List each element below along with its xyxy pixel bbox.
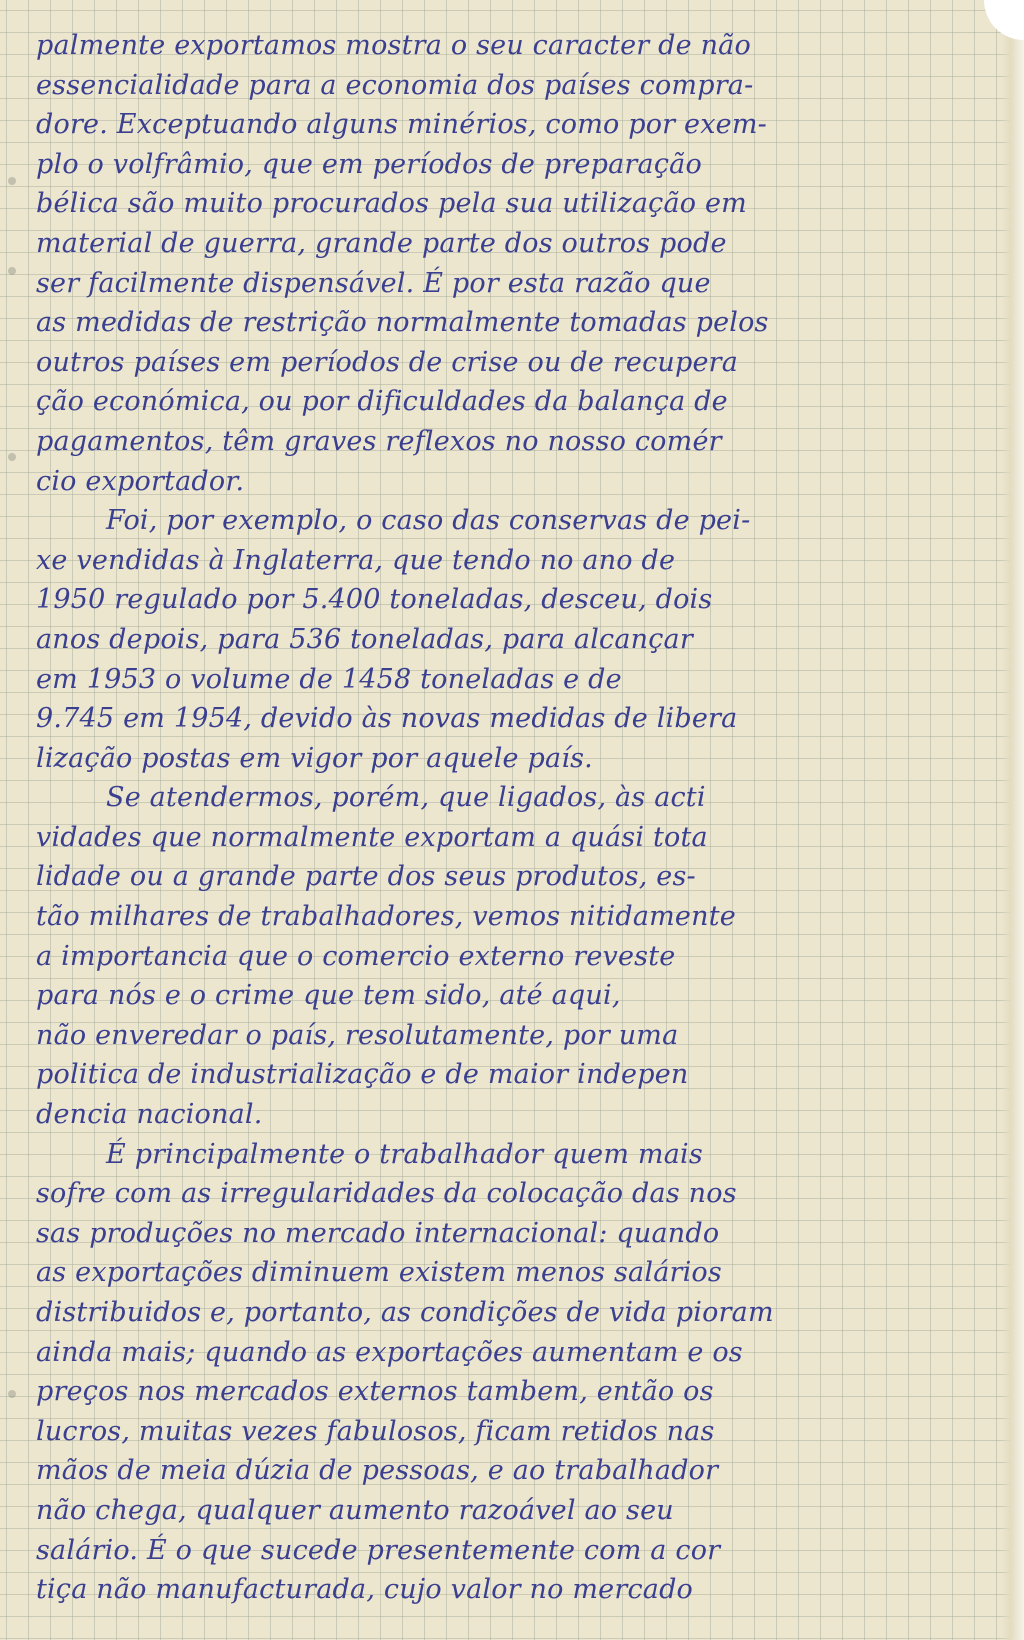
text-line: material de guerra, grande parte dos outros pode bbox=[36, 227, 727, 259]
text-line: Foi, por exemplo, o caso das conservas de pei- bbox=[106, 505, 751, 537]
text-line: bélica são muito procurados pela sua utilização em bbox=[36, 188, 747, 220]
text-line: Se atendermos, porém, que ligados, às acti bbox=[106, 782, 706, 814]
text-line: tão milhares de trabalhadores, vemos nitidamente bbox=[36, 901, 736, 933]
text-line: essencialidade para a economia dos países compra- bbox=[36, 69, 754, 101]
text-line: lização postas em vigor por aquele país. bbox=[36, 742, 593, 774]
handwritten-text bbox=[36, 26, 996, 1610]
text-line: a importancia que o comercio externo reveste bbox=[36, 940, 676, 972]
text-line: cio exportador. bbox=[36, 465, 245, 497]
text-line: pagamentos, têm graves reflexos no nosso comér bbox=[36, 425, 722, 457]
text-line: em 1953 o volume de 1458 toneladas e de bbox=[36, 663, 622, 695]
text-line: sas produções no mercado internacional: quando bbox=[36, 1217, 720, 1249]
text-line: sofre com as irregularidades da colocação das nos bbox=[36, 1178, 737, 1210]
margin-dot bbox=[8, 267, 16, 275]
text-line: distribuidos e, portanto, as condições de vida pioram bbox=[36, 1297, 774, 1328]
text-line: lucros, muitas vezes fabulosos, ficam retidos nas bbox=[36, 1415, 715, 1447]
text-line: politica de industrialização e de maior indepen bbox=[36, 1059, 689, 1091]
page-edge bbox=[1002, 0, 1024, 1640]
text-line: plo o volfrâmio, que em períodos de preparação bbox=[36, 148, 702, 180]
text-line: ser facilmente dispensável. É por esta razão que bbox=[36, 267, 711, 299]
text-line: palmente exportamos mostra o seu caracter de não bbox=[36, 30, 751, 61]
text-line: outros países em períodos de crise ou de recupera bbox=[36, 346, 739, 378]
text-line: anos depois, para 536 toneladas, para alcançar bbox=[36, 623, 693, 655]
text-line: não enveredar o país, resolutamente, por uma bbox=[36, 1019, 679, 1051]
text-line: xe vendidas à Inglaterra, que tendo no ano de bbox=[36, 544, 676, 576]
text-line: as medidas de restrição normalmente tomadas pelos bbox=[36, 307, 769, 339]
text-line: preços nos mercados externos tambem, então os bbox=[36, 1376, 714, 1408]
text-line: 9.745 em 1954, devido às novas medidas de libera bbox=[36, 703, 738, 735]
text-line: ainda mais; quando as exportações aumentam e os bbox=[36, 1336, 743, 1368]
margin-dot bbox=[8, 1390, 16, 1398]
text-line: dore. Exceptuando alguns minérios, como por exem- bbox=[36, 109, 767, 141]
text-line: mãos de meia dúzia de pessoas, e ao trabalhador bbox=[36, 1455, 719, 1487]
text-line: vidades que normalmente exportam a quási tota bbox=[36, 821, 708, 853]
text-line: as exportações diminuem existem menos salários bbox=[36, 1257, 722, 1289]
text-line: para nós e o crime que tem sido, até aqui, bbox=[36, 980, 621, 1012]
text-line: ção económica, ou por dificuldades da balança de bbox=[36, 386, 728, 418]
text-line: não chega, qualquer aumento razoável ao seu bbox=[36, 1494, 674, 1526]
margin-dot bbox=[8, 177, 16, 185]
margin-dot bbox=[8, 453, 16, 461]
text-line: tiça não manufacturada, cujo valor no mercado bbox=[36, 1574, 694, 1606]
text-line: salário. É o que sucede presentemente com a cor bbox=[36, 1534, 721, 1566]
text-line: lidade ou a grande parte dos seus produtos, es- bbox=[36, 861, 696, 893]
text-line: dencia nacional. bbox=[36, 1099, 263, 1131]
text-line: É principalmente o trabalhador quem mais bbox=[106, 1138, 703, 1170]
text-line: 1950 regulado por 5.400 toneladas, desceu, dois bbox=[36, 584, 713, 616]
